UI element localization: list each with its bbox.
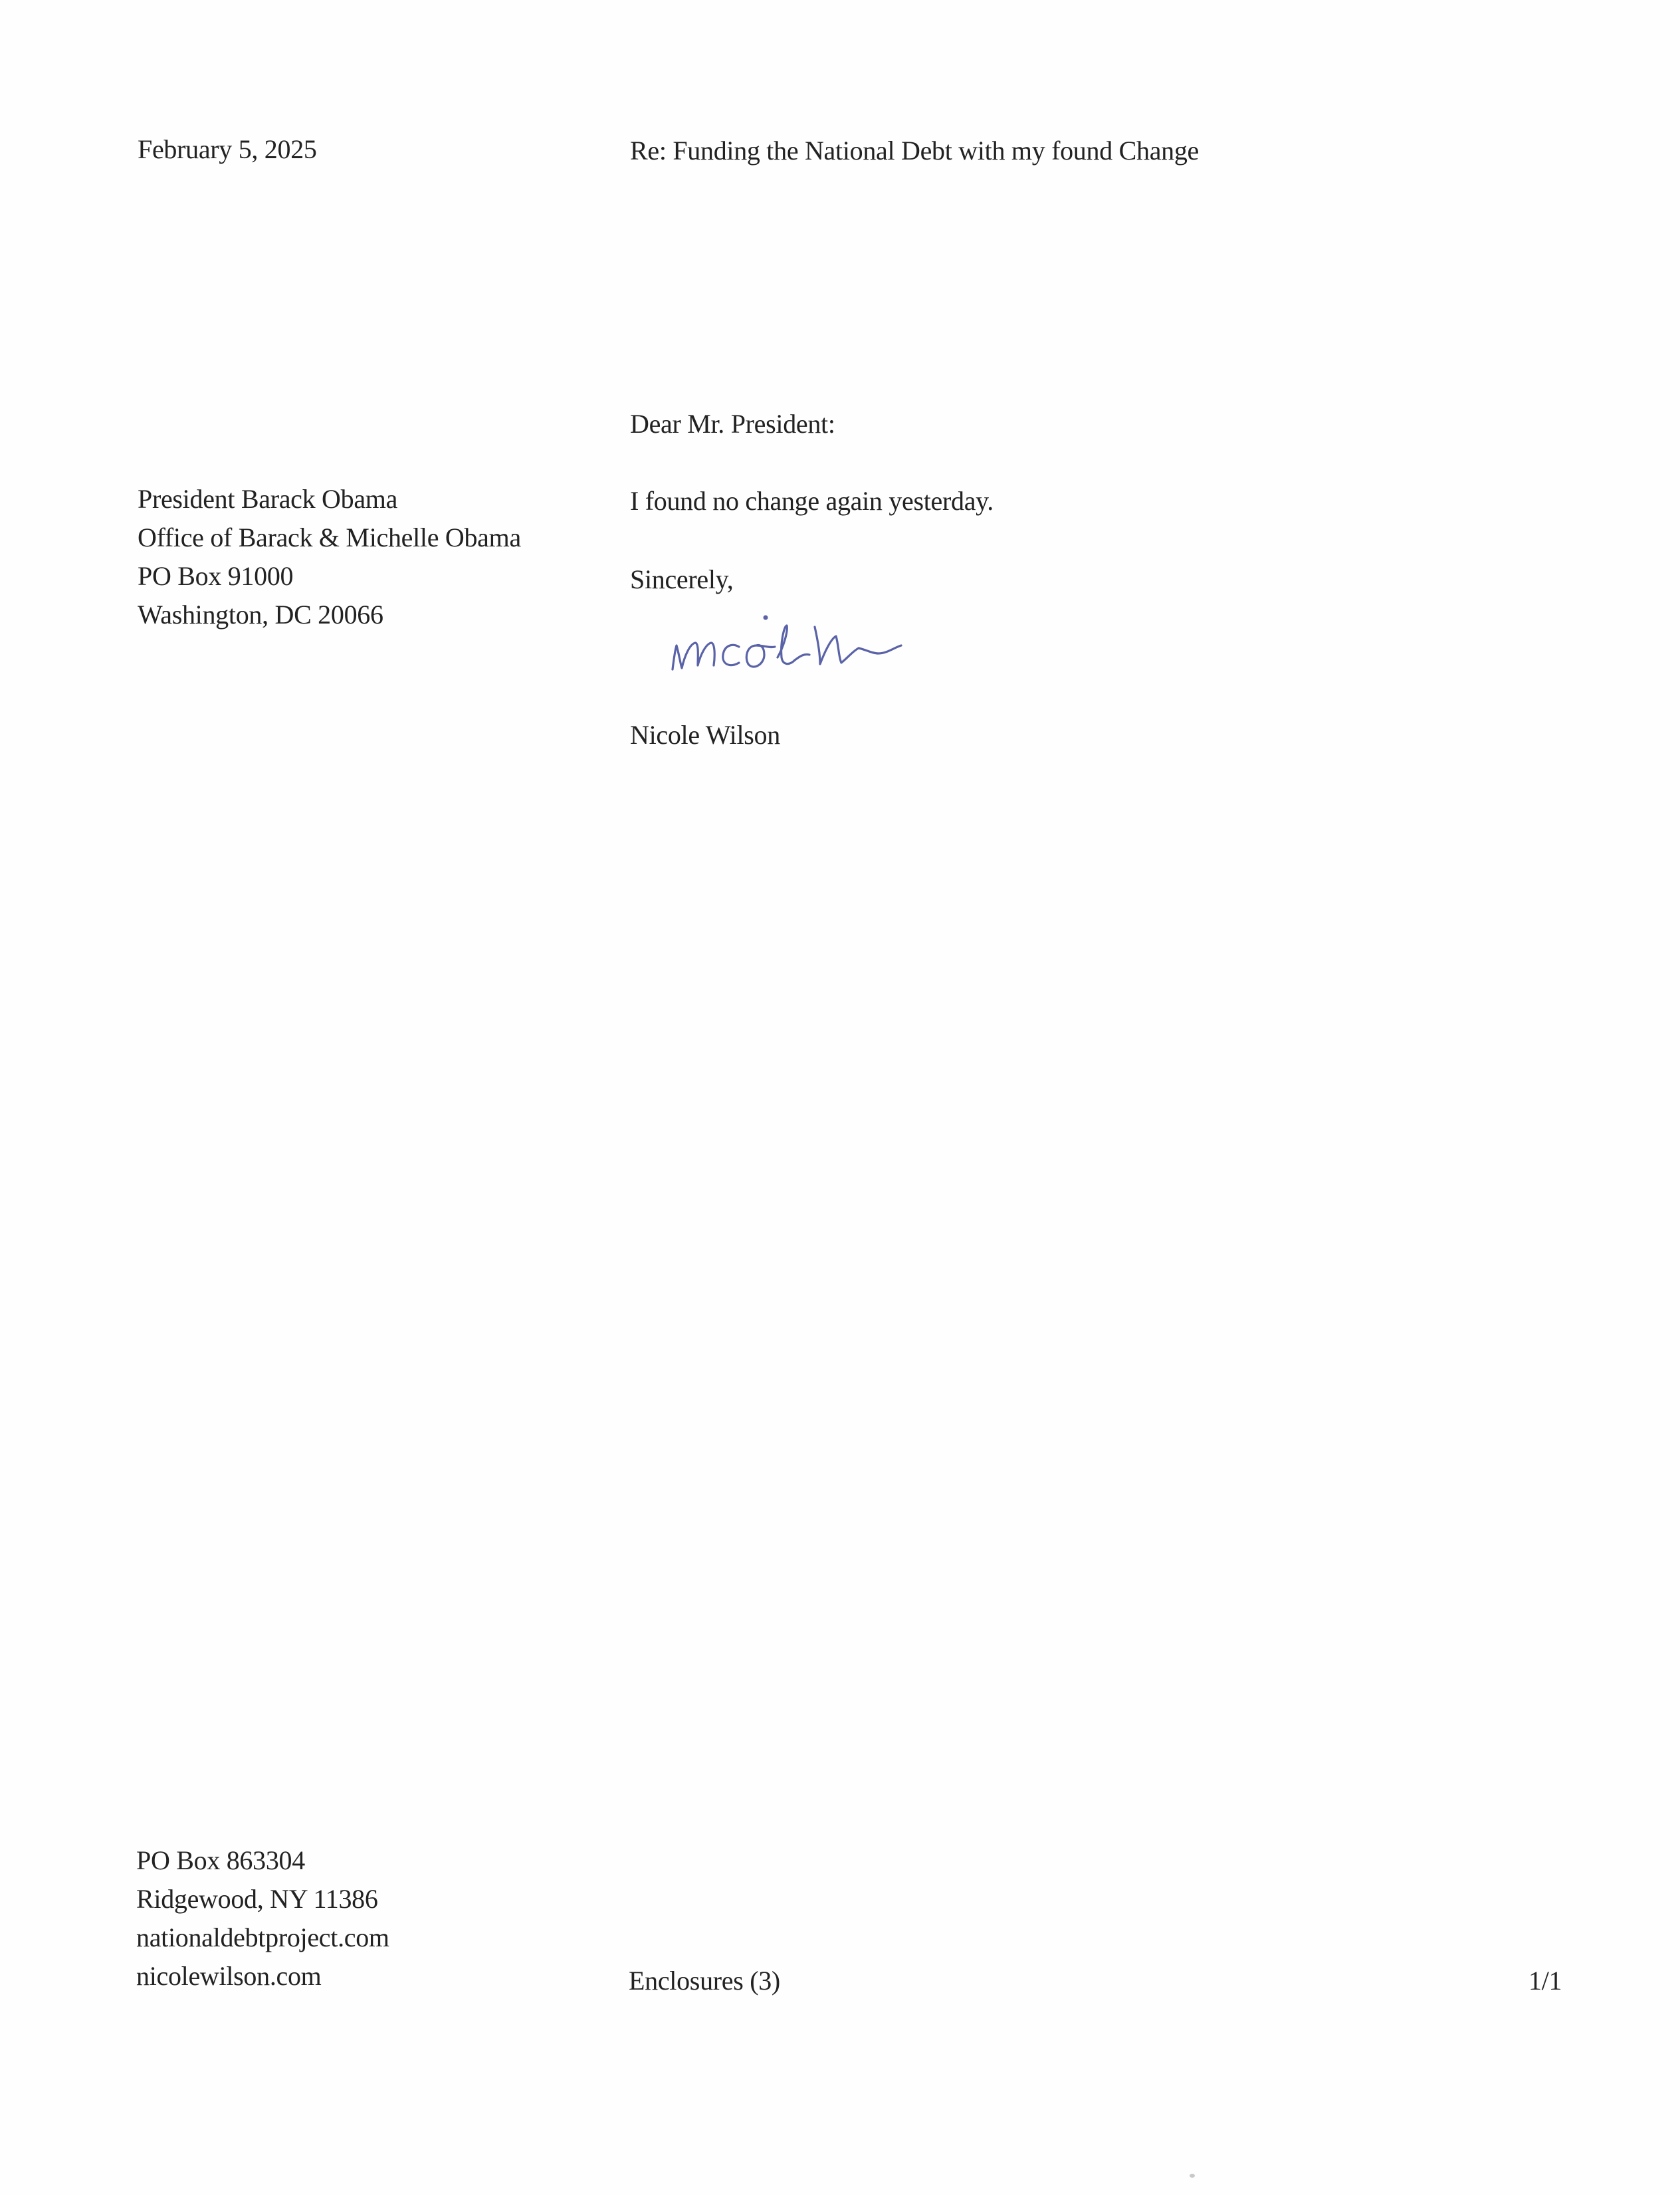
signature-stroke-c	[723, 645, 739, 665]
sender-city: Ridgewood, NY 11386	[136, 1884, 378, 1914]
signature-dot	[764, 616, 768, 620]
recipient-name: President Barack Obama	[138, 484, 398, 514]
letter-body: I found no change again yesterday.	[630, 486, 994, 516]
sender-website-project: nationaldebtproject.com	[136, 1922, 389, 1952]
signature-stroke-e	[795, 654, 809, 660]
recipient-office: Office of Barack & Michelle Obama	[138, 522, 521, 552]
letter-subject: Re: Funding the National Debt with my found Change	[630, 136, 1199, 166]
enclosures-note: Enclosures (3)	[629, 1966, 780, 1996]
sender-name: Nicole Wilson	[630, 720, 780, 750]
recipient-address	[138, 480, 521, 634]
recipient-po-box: PO Box 91000	[138, 561, 294, 591]
signature-stroke-n	[673, 643, 714, 669]
scan-speck	[1190, 2174, 1195, 2178]
recipient-city: Washington, DC 20066	[138, 600, 383, 630]
salutation: Dear Mr. President:	[630, 409, 835, 439]
handwritten-signature	[665, 602, 944, 688]
sender-footer-address	[136, 1841, 389, 1996]
signature-stroke-l	[778, 626, 795, 664]
page-number: 1/1	[1528, 1966, 1562, 1996]
sender-po-box: PO Box 863304	[136, 1845, 305, 1875]
signature-stroke-tail	[859, 645, 901, 653]
letter-date: February 5, 2025	[138, 134, 317, 164]
signature-stroke-w	[815, 627, 859, 664]
closing: Sincerely,	[630, 564, 734, 594]
signature-stroke-o	[746, 645, 775, 667]
sender-website-personal: nicolewilson.com	[136, 1961, 322, 1991]
